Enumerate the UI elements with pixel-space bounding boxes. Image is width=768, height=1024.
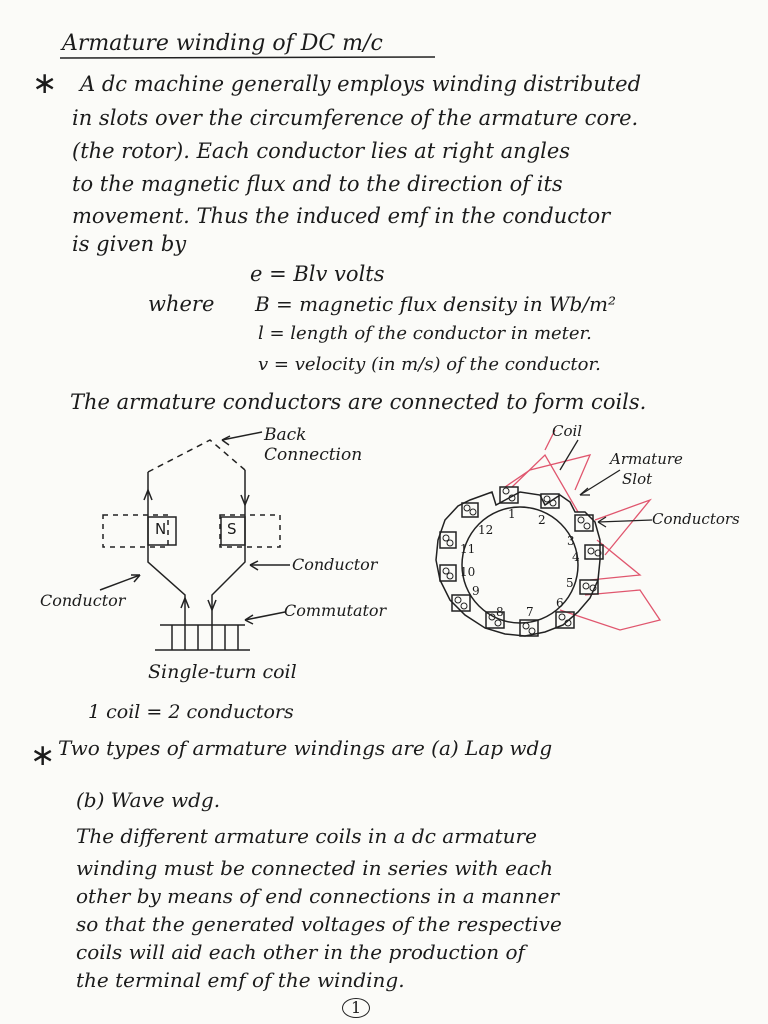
- where-item-v: v = velocity (in m/s) of the conductor.: [258, 354, 601, 375]
- intro-line-6: is given by: [72, 232, 187, 256]
- coil-label: Coil: [552, 422, 583, 440]
- intro-line-1: A dc machine generally employs winding distributed: [80, 72, 642, 96]
- closing-line-5: coils will aid each other in the production of: [76, 940, 525, 964]
- page-number: 1: [351, 998, 362, 1017]
- where-label: where: [148, 292, 215, 316]
- intro-line-3: (the rotor). Each conductor lies at right angles: [72, 139, 571, 163]
- slot-number-6: 6: [556, 596, 564, 610]
- slot-number-4: 4: [572, 550, 580, 564]
- coil-conductor-relation: 1 coil = 2 conductors: [88, 701, 294, 723]
- conductors-label: Conductors: [652, 510, 740, 528]
- coils-sentence: The armature conductors are connected to form coils.: [70, 390, 647, 414]
- back-connection-label-1: Back: [264, 425, 307, 445]
- bullet-star: ∗: [32, 66, 58, 101]
- single-turn-caption: Single-turn coil: [148, 661, 297, 683]
- bullet-star-2: ∗: [30, 738, 56, 773]
- intro-line-5: movement. Thus the induced emf in the conductor: [72, 204, 611, 228]
- armature-slot-label-2: Slot: [622, 470, 653, 488]
- emf-equation: e = Blv volts: [250, 262, 385, 286]
- where-item-b: B = magnetic flux density in Wb/m²: [255, 292, 617, 316]
- pole-s-label: S: [227, 520, 237, 538]
- closing-line-1: The different armature coils in a dc armature: [76, 824, 537, 848]
- pole-n-label: N: [155, 520, 167, 538]
- closing-line-2: winding must be connected in series with each: [76, 856, 553, 880]
- closing-line-4: so that the generated voltages of the respective: [76, 912, 562, 936]
- slot-number-9: 9: [472, 584, 480, 598]
- intro-line-2: in slots over the circumference of the armature core.: [72, 106, 639, 130]
- closing-line-6: the terminal emf of the winding.: [76, 968, 405, 992]
- back-connection-label-2: Connection: [264, 445, 363, 465]
- slot-number-7: 7: [526, 605, 534, 619]
- where-item-l: l = length of the conductor in meter.: [258, 323, 592, 344]
- types-line-2: (b) Wave wdg.: [76, 788, 221, 812]
- slot-number-3: 3: [567, 534, 575, 548]
- slot-number-10: 10: [460, 565, 476, 579]
- commutator-label: Commutator: [284, 601, 387, 620]
- conductor-right-label: Conductor: [292, 555, 378, 574]
- slot-number-2: 2: [538, 513, 546, 527]
- types-line-1: Two types of armature windings are (a) Lap wdg: [58, 736, 553, 760]
- armature-slot-label-1: Armature: [610, 450, 683, 468]
- slot-number-8: 8: [496, 605, 504, 619]
- slot-number-11: 11: [460, 542, 476, 556]
- slot-number-1: 1: [508, 507, 516, 521]
- page-title: Armature winding of DC m/c: [62, 31, 383, 56]
- slot-number-5: 5: [566, 576, 574, 590]
- conductor-left-label: Conductor: [40, 591, 126, 610]
- intro-line-4: to the magnetic flux and to the direction of its: [72, 172, 563, 196]
- closing-line-3: other by means of end connections in a manner: [76, 884, 560, 908]
- slot-number-12: 12: [478, 523, 494, 537]
